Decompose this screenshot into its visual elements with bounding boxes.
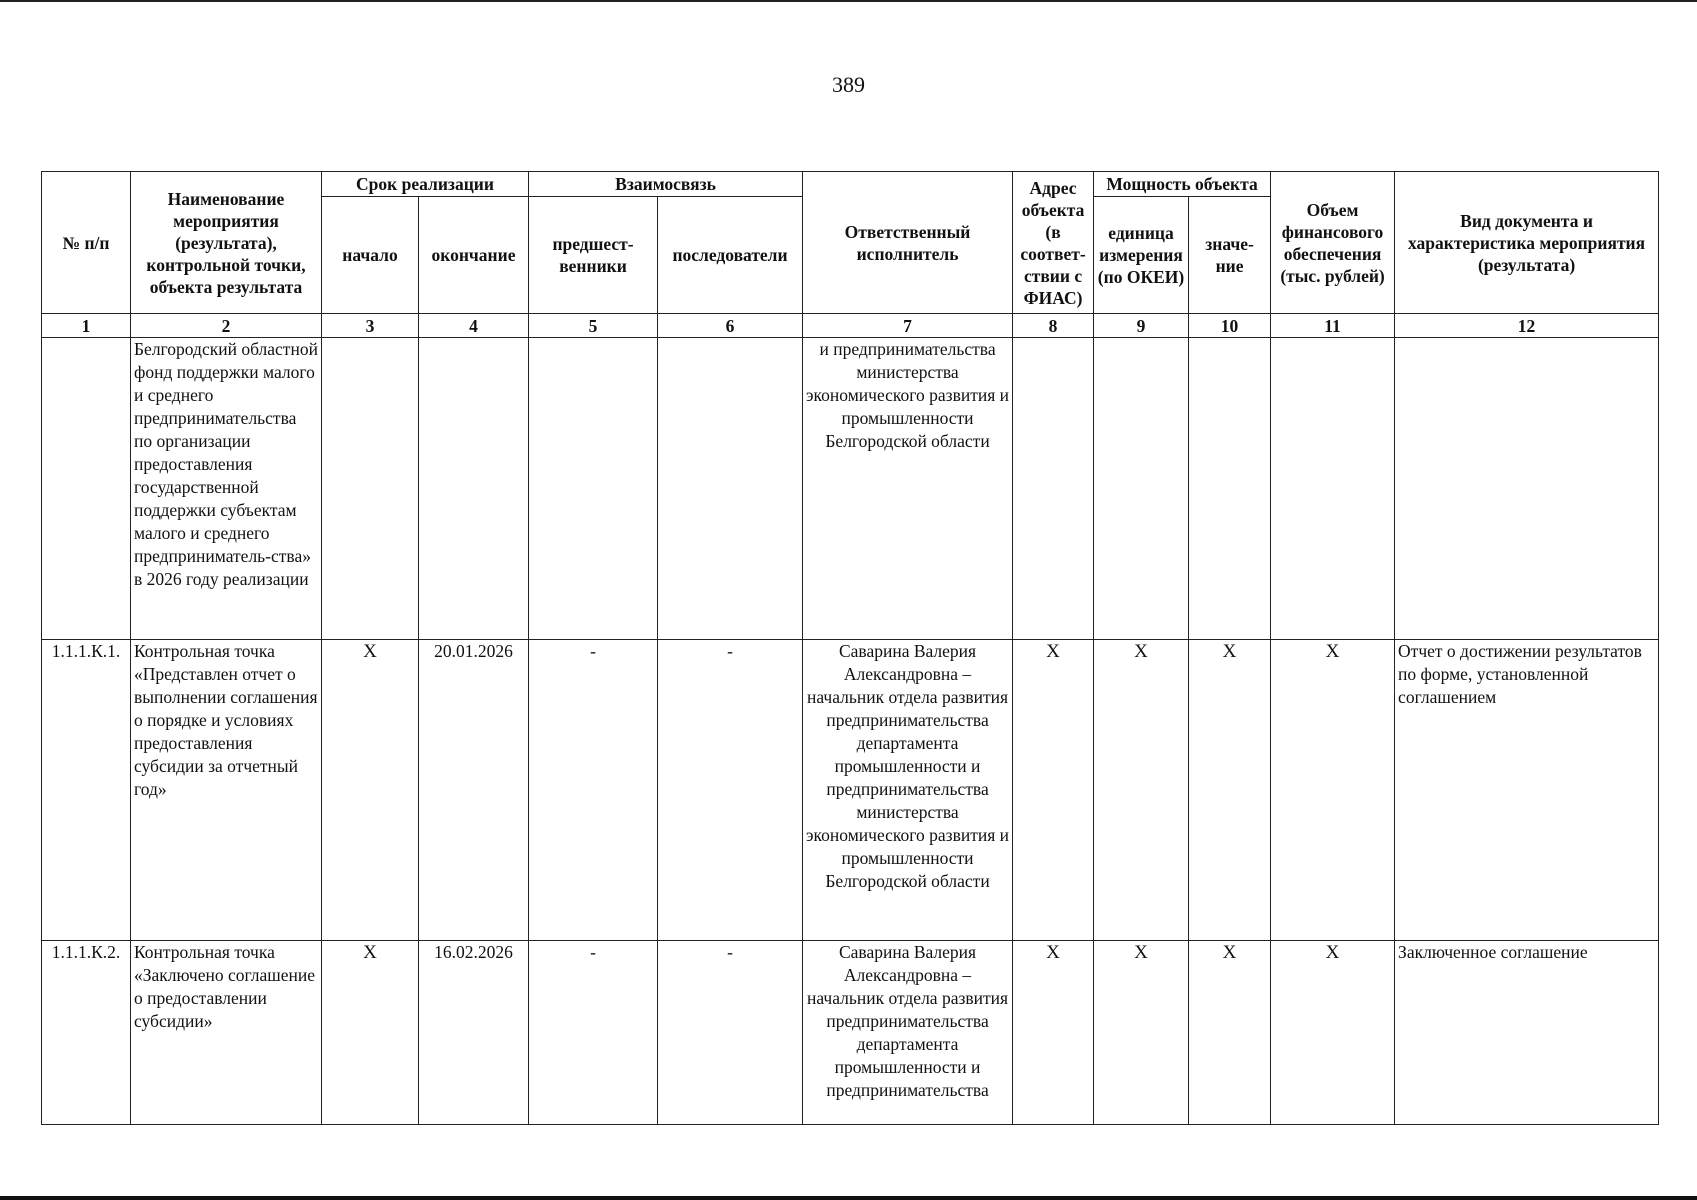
row-address: X bbox=[1013, 941, 1094, 1125]
column-number: 7 bbox=[803, 314, 1013, 338]
column-number: 9 bbox=[1094, 314, 1189, 338]
row-end bbox=[419, 338, 529, 640]
header-predecessors: предшест-венники bbox=[529, 197, 658, 314]
column-number: 2 bbox=[131, 314, 322, 338]
table-row bbox=[42, 941, 1659, 1125]
column-number: 11 bbox=[1271, 314, 1395, 338]
row-end: 20.01.2026 bbox=[419, 640, 529, 941]
row-executor: Саварина Валерия Александровна – начальник отдела развития предпринимательства департамента промышленности и предпринимательства министерства экономического развития и промышленности Белгородской области bbox=[803, 640, 1013, 941]
row-executor: и предпринимательства министерства экономического развития и промышленности Белгородской области bbox=[803, 338, 1013, 640]
column-number: 6 bbox=[658, 314, 803, 338]
header-start: начало bbox=[322, 197, 419, 314]
header-end: окончание bbox=[419, 197, 529, 314]
header-capacity: Мощность объекта bbox=[1094, 172, 1271, 197]
row-doc: Отчет о достижении результатов по форме, установленной соглашением bbox=[1395, 640, 1659, 941]
table-row bbox=[42, 640, 1659, 941]
row-successors: - bbox=[658, 640, 803, 941]
row-value: X bbox=[1189, 941, 1271, 1125]
header-finance: Объем финансового обеспечения (тыс. рублей) bbox=[1271, 172, 1395, 314]
header-row-1 bbox=[42, 172, 1659, 197]
column-number: 12 bbox=[1395, 314, 1659, 338]
row-name: Контрольная точка «Заключено соглашение о предоставлении субсидии» bbox=[131, 941, 322, 1125]
column-number-row bbox=[42, 314, 1659, 338]
row-value bbox=[1189, 338, 1271, 640]
row-value: X bbox=[1189, 640, 1271, 941]
header-unit: единица измерения (по ОКЕИ) bbox=[1094, 197, 1189, 314]
row-finance bbox=[1271, 338, 1395, 640]
header-executor: Ответственный исполнитель bbox=[803, 172, 1013, 314]
row-predecessors: - bbox=[529, 941, 658, 1125]
header-address: Адрес объекта (в соответ-ствии с ФИАС) bbox=[1013, 172, 1094, 314]
column-number: 8 bbox=[1013, 314, 1094, 338]
row-doc: Заключенное соглашение bbox=[1395, 941, 1659, 1125]
row-number: 1.1.1.К.1. bbox=[42, 640, 131, 941]
row-end: 16.02.2026 bbox=[419, 941, 529, 1125]
row-unit: X bbox=[1094, 941, 1189, 1125]
row-name: Контрольная точка «Представлен отчет о выполнении соглашения о порядке и условиях предоставления субсидии за отчетный год» bbox=[131, 640, 322, 941]
row-number: 1.1.1.К.2. bbox=[42, 941, 131, 1125]
row-address: X bbox=[1013, 640, 1094, 941]
header-successors: последователи bbox=[658, 197, 803, 314]
row-unit bbox=[1094, 338, 1189, 640]
column-number: 10 bbox=[1189, 314, 1271, 338]
row-number bbox=[42, 338, 131, 640]
row-predecessors: - bbox=[529, 640, 658, 941]
header-link: Взаимосвязь bbox=[529, 172, 803, 197]
header-doc: Вид документа и характеристика мероприятия (результата) bbox=[1395, 172, 1659, 314]
row-start: X bbox=[322, 640, 419, 941]
page-number: 389 bbox=[832, 72, 865, 97]
page-bottom-edge bbox=[0, 1196, 1697, 1200]
row-unit: X bbox=[1094, 640, 1189, 941]
row-doc bbox=[1395, 338, 1659, 640]
header-period: Срок реализации bbox=[322, 172, 529, 197]
column-number: 3 bbox=[322, 314, 419, 338]
row-start: X bbox=[322, 941, 419, 1125]
row-executor: Саварина Валерия Александровна – начальник отдела развития предпринимательства департамента промышленности и предпринимательства bbox=[803, 941, 1013, 1125]
row-finance: X bbox=[1271, 640, 1395, 941]
row-address bbox=[1013, 338, 1094, 640]
column-number: 1 bbox=[42, 314, 131, 338]
header-number: № п/п bbox=[42, 172, 131, 314]
row-successors: - bbox=[658, 941, 803, 1125]
row-successors bbox=[658, 338, 803, 640]
row-finance: X bbox=[1271, 941, 1395, 1125]
row-predecessors bbox=[529, 338, 658, 640]
row-start bbox=[322, 338, 419, 640]
column-number: 4 bbox=[419, 314, 529, 338]
header-name: Наименование мероприятия (результата), контрольной точки, объекта результата bbox=[131, 172, 322, 314]
table-row bbox=[42, 338, 1659, 640]
column-number: 5 bbox=[529, 314, 658, 338]
header-value: значе-ние bbox=[1189, 197, 1271, 314]
row-name: Белгородский областной фонд поддержки малого и среднего предпринимательства по организации предоставления государственной поддержки субъектам малого и среднего предприниматель-ства» в 2026 году реализации bbox=[131, 338, 322, 640]
plan-table bbox=[41, 171, 1659, 1125]
page-top-edge bbox=[0, 0, 1697, 2]
